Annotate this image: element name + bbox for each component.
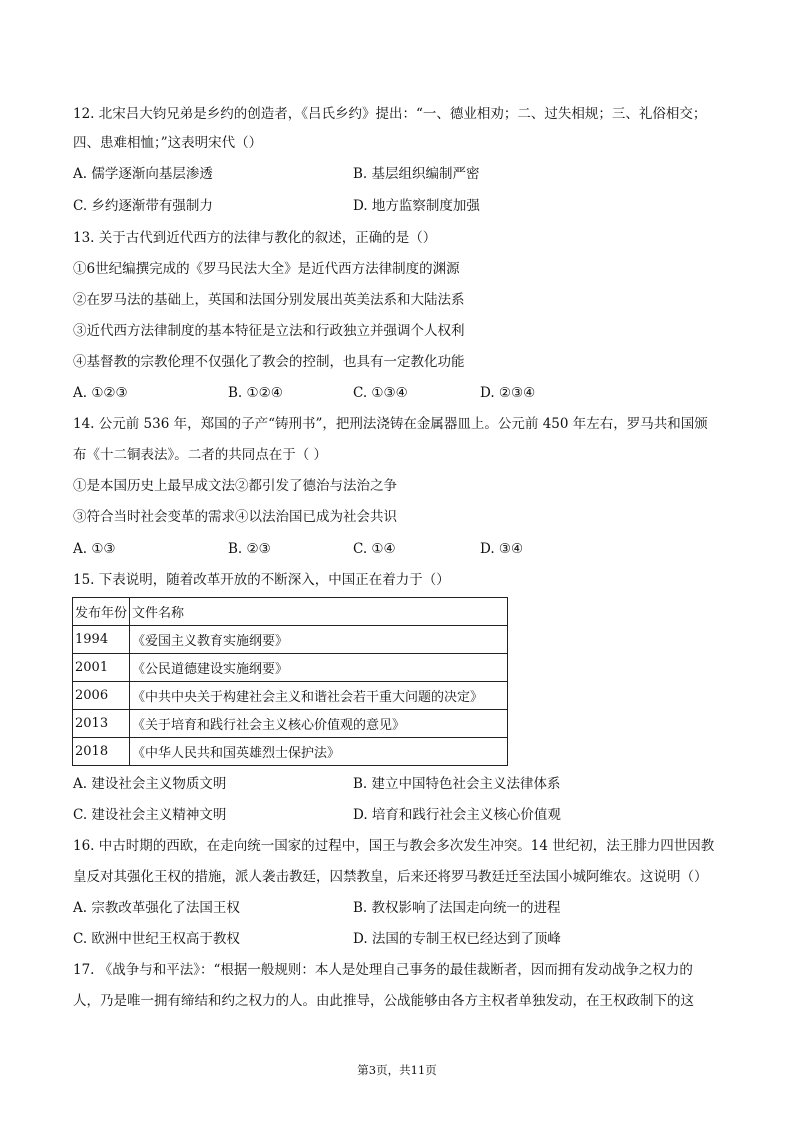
q13-item-2: ②在罗马法的基础上，英国和法国分别发展出英美法系和大陆法系 — [73, 292, 465, 308]
q14-option-d: D. ③④ — [480, 541, 524, 557]
table-header-title: 文件名称 — [130, 598, 508, 626]
q15-option-b: B. 建立中国特色社会主义法律体系 — [353, 776, 561, 792]
table-cell-title: 《中共中央关于构建社会主义和谐社会若干重大问题的决定》 — [130, 682, 508, 710]
table-row — [73, 738, 508, 766]
q16-stem-line1: 16. 中古时期的西欧，在走向统一国家的过程中，国王与教会多次发生冲突。14 世纪初，法王腓力四世因教 — [73, 838, 715, 854]
q14-option-c: C. ①④ — [353, 541, 396, 557]
q14-item-1: ①是本国历史上最早成文法②都引发了德治与法治之争 — [73, 478, 397, 494]
table-row — [73, 682, 508, 710]
q12-option-c: C. 乡约逐渐带有强制力 — [73, 198, 213, 214]
q15-document-table — [72, 597, 508, 766]
q13-option-a: A. ①②③ — [73, 385, 128, 401]
q13-stem: 13. 关于古代到近代西方的法律与教化的叙述，正确的是（） — [73, 230, 437, 246]
q13-option-d: D. ②③④ — [480, 385, 536, 401]
table-cell-title: 《爱国主义教育实施纲要》 — [130, 626, 508, 654]
q15-option-a: A. 建设社会主义物质文明 — [73, 776, 227, 792]
table-cell-year: 1994 — [73, 626, 130, 654]
q16-option-d: D. 法国的专制王权已经达到了顶峰 — [353, 931, 561, 947]
page-number-footer: 第3页，共11页 — [357, 1063, 437, 1077]
q13-item-3: ③近代西方法律制度的基本特征是立法和行政独立并强调个人权利 — [73, 323, 465, 339]
q12-stem-line1: 12. 北宋吕大钧兄弟是乡约的创造者，《吕氏乡约》提出：“一、德业相劝；二、过失相规；三、礼俗相交； — [73, 106, 707, 122]
q12-option-d: D. 地方监察制度加强 — [353, 198, 480, 214]
table-cell-year: 2018 — [73, 738, 130, 766]
table-cell-title: 《中华人民共和国英雄烈士保护法》 — [130, 738, 508, 766]
table-cell-year: 2006 — [73, 682, 130, 710]
table-row — [73, 654, 508, 682]
table-header-row — [73, 598, 508, 626]
q12-option-b: B. 基层组织编制严密 — [353, 166, 480, 182]
q13-option-c: C. ①③④ — [353, 385, 408, 401]
q17-stem-line2: 人，乃是唯一拥有缔结和约之权力的人。由此推导，公战能够由各方主权者单独发动，在王权政制下的这 — [73, 993, 694, 1009]
q16-stem-line2: 皇反对其强化王权的措施，派人袭击教廷，囚禁教皇，后来还将罗马教廷迁至法国小城阿维农。这说明（） — [73, 869, 708, 885]
table-cell-year: 2013 — [73, 710, 130, 738]
table-cell-title: 《关于培育和践行社会主义核心价值观的意见》 — [130, 710, 508, 738]
q17-stem-line1: 17. 《战争与和平法》：“根据一般规则：本人是处理自己事务的最佳裁断者，因而拥有发动战争之权力的 — [73, 962, 693, 978]
table-row — [73, 626, 508, 654]
q12-stem-line2: 四、患难相恤；”这表明宋代（） — [73, 135, 263, 151]
q16-option-c: C. 欧洲中世纪王权高于教权 — [73, 931, 240, 947]
q12-option-a: A. 儒学逐渐向基层渗透 — [73, 166, 213, 182]
q13-item-1: ①6世纪编撰完成的《罗马民法大全》是近代西方法律制度的渊源 — [73, 261, 460, 277]
q14-stem-line1: 14. 公元前 536 年，郑国的子产“铸刑书”，把刑法浇铸在金属器皿上。公元前 450 年左右，罗马共和国颁 — [73, 416, 708, 432]
q16-option-a: A. 宗教改革强化了法国王权 — [73, 900, 240, 916]
table-header-year: 发布年份 — [73, 598, 130, 626]
q15-option-d: D. 培育和践行社会主义核心价值观 — [353, 807, 561, 823]
table-cell-year: 2001 — [73, 654, 130, 682]
q15-option-c: C. 建设社会主义精神文明 — [73, 807, 227, 823]
table-row — [73, 710, 508, 738]
q13-item-4: ④基督教的宗教伦理不仅强化了教会的控制，也具有一定教化功能 — [73, 354, 465, 370]
q14-option-a: A. ①③ — [73, 541, 116, 557]
q15-stem: 15. 下表说明，随着改革开放的不断深入，中国正在着力于（） — [73, 572, 450, 588]
q14-stem-line2: 布《十二铜表法》。二者的共同点在于（ ） — [73, 447, 328, 463]
q16-option-b: B. 教权影响了法国走向统一的进程 — [353, 900, 561, 916]
q13-option-b: B. ①②④ — [228, 385, 283, 401]
table-cell-title: 《公民道德建设实施纲要》 — [130, 654, 508, 682]
q14-option-b: B. ②③ — [228, 541, 271, 557]
q14-item-2: ③符合当时社会变革的需求④以法治国已成为社会共识 — [73, 509, 397, 525]
